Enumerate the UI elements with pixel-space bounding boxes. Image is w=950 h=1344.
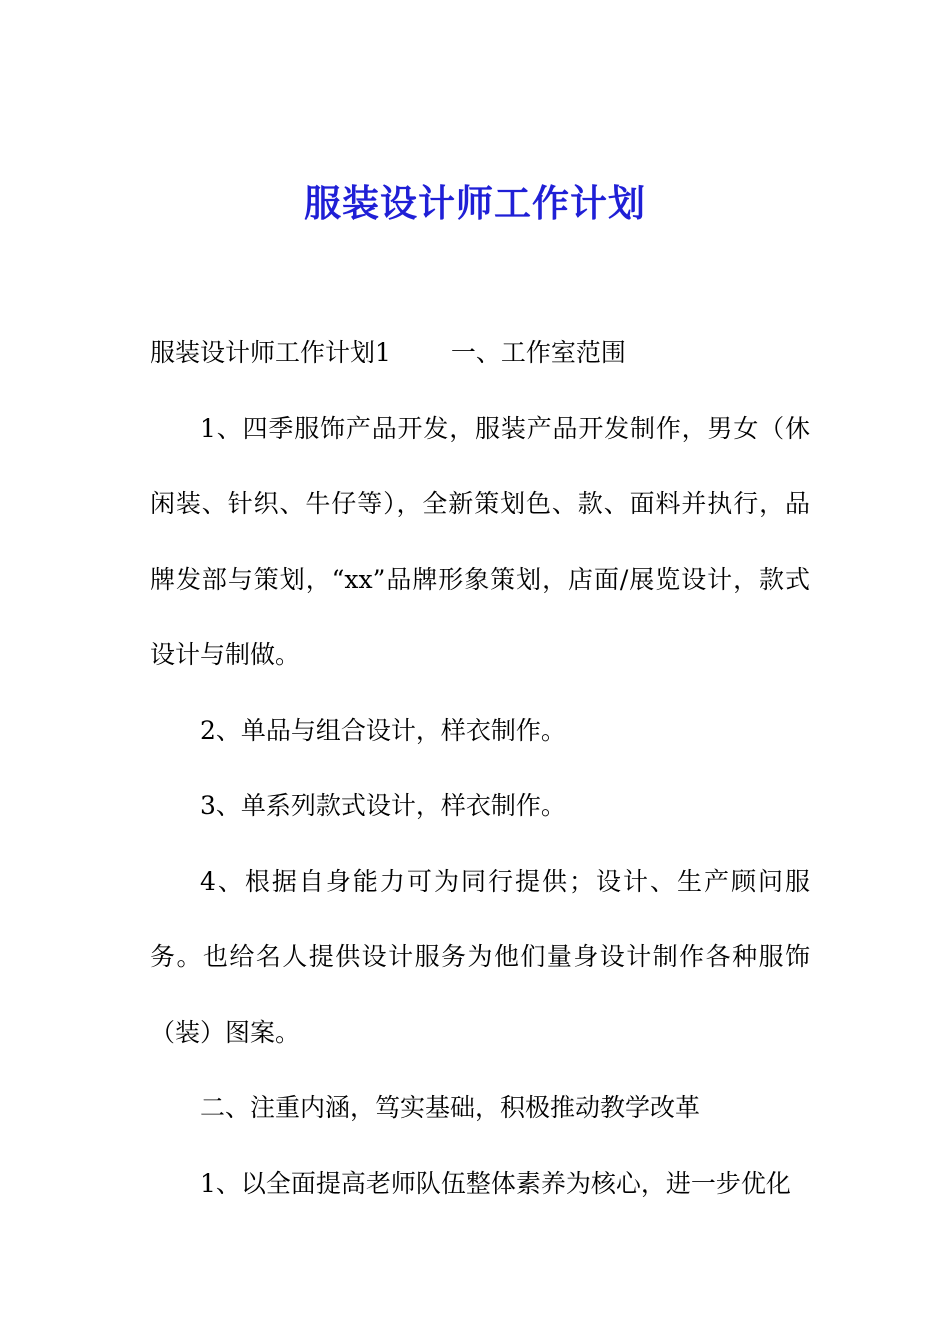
section-heading-2: 二、注重内涵，笃实基础，积极推动教学改革 [200, 1093, 701, 1122]
paragraph-3: 3、单系列款式设计，样衣制作。 [200, 791, 566, 820]
first-line [150, 315, 810, 391]
document-body [150, 315, 810, 1221]
document-title: 服装设计师工作计划 [304, 181, 646, 225]
paragraph-1: 1、四季服饰产品开发，服装产品开发制作，男女（休闲装、针织、牛仔等），全新策划色、款、面料并执行，品牌发部与策划，“xx”品牌形象策划，店面/展览设计，款式设计与制做。 [150, 413, 810, 669]
part-label: 服装设计师工作计划1 [150, 338, 391, 367]
paragraph-5: 1、以全面提高老师队伍整体素养为核心，进一步优化 [200, 1168, 791, 1198]
section-heading: 一、工作室范围 [450, 338, 626, 367]
paragraph-4: 4、根据自身能力可为同行提供；设计、生产顾问服务。也给名人提供设计服务为他们量身设计制作各种服饰（装）图案。 [150, 866, 810, 1047]
paragraph-2: 2、单品与组合设计，样衣制作。 [200, 715, 566, 745]
